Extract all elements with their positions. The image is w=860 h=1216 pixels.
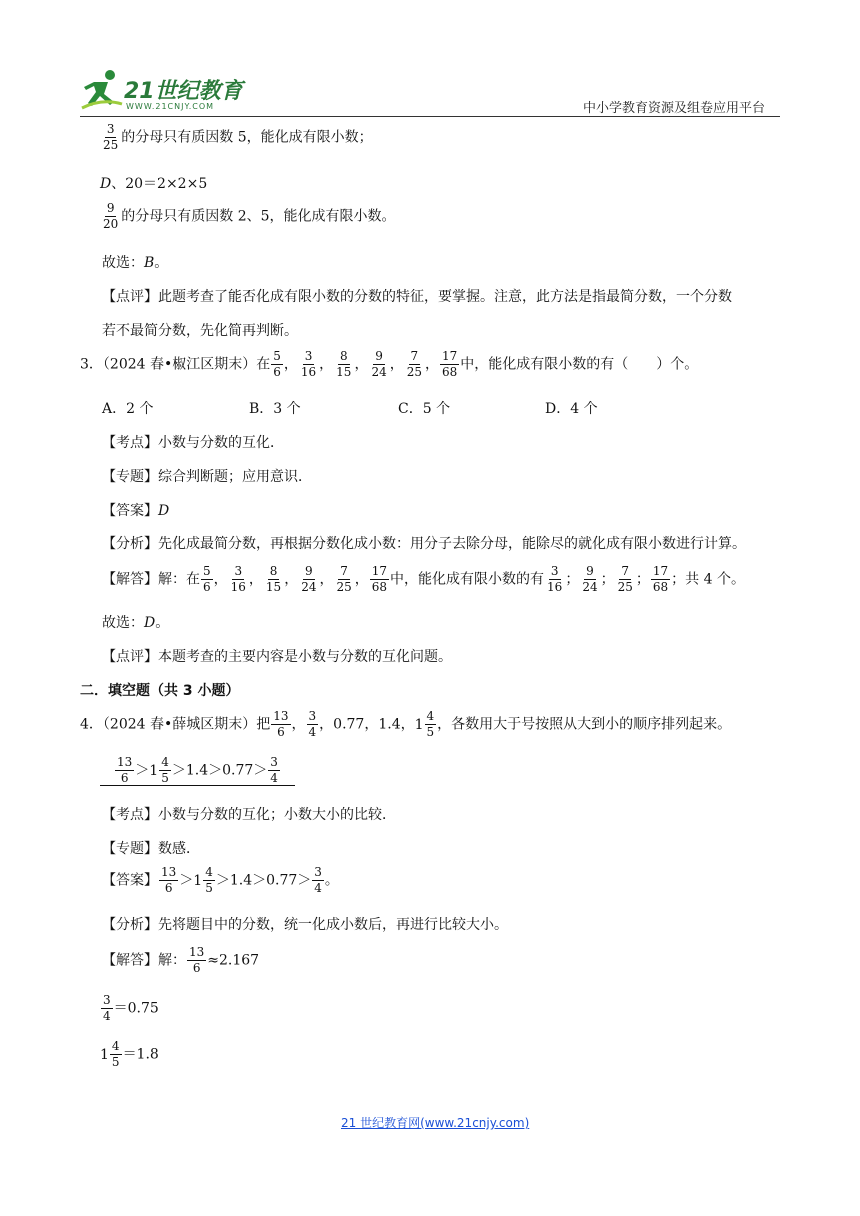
mixed-number: 1 $\frac{4}{5}$ <box>193 865 213 895</box>
q4-eq-1: $\frac{3}{4}$ ＝0.75 <box>103 993 159 1023</box>
q3-option-c: C．5 个 <box>398 401 451 417</box>
logo <box>80 66 260 116</box>
prev-line-1: $\frac{3}{25}$ 的分母只有质因数 5，能化成有限小数； <box>103 122 373 152</box>
q3-kaodian: 【考点】小数与分数的互化． <box>102 435 284 451</box>
fraction: $\frac{9}{20}$ <box>103 201 119 231</box>
fraction: $\frac{13}{6}$ <box>273 709 289 739</box>
q3-option-a: A．2 个 <box>102 401 154 417</box>
fraction: $\frac{7}{25}$ <box>406 349 423 379</box>
q4-answer: 【答案】 $\frac{13}{6}$ ＞ 1 $\frac{4}{5}$ ＞1.4＞0.77＞ $\frac{3}{4}$ 。 <box>102 865 339 895</box>
q3-jieda: 【解答】解：在 $\frac{5}{6}$ ， $\frac{3}{16}$ ， $\frac{8}{15}$ ， $\frac{9}{24}$ ， $\frac{7}{25}$ ， $\frac{17}{68}$ 中，能化成有限小数的有 $\frac{3}{16}$ ； $\frac{9}{24}$ ； $\frac{7}{25}$ ； $\frac{17}{68}$ ；共 4 个。 <box>102 564 745 594</box>
mixed-number: 1 $\frac{4}{5}$ <box>149 755 169 785</box>
prev-review-1: 【点评】此题考查了能否化成有限小数的分数的特征，要掌握。注意，此方法是指最简分数，一个分数 <box>102 289 732 305</box>
fraction: $\frac{13}{6}$ <box>161 865 177 895</box>
prev-choice: 故选：B。 <box>102 255 169 271</box>
q3-answer: 【答案】D <box>102 503 170 519</box>
fraction: $\frac{13}{6}$ <box>117 755 133 785</box>
prev-review-2: 若不最简分数，先化简再判断。 <box>102 323 298 339</box>
fraction: $\frac{5}{6}$ <box>273 349 281 379</box>
fraction: $\frac{5}{6}$ <box>203 564 211 594</box>
fraction: $\frac{8}{15}$ <box>336 349 352 379</box>
header-title: 中小学教育资源及组卷应用平台 <box>583 101 766 116</box>
fraction: $\frac{9}{24}$ <box>301 564 317 594</box>
section-title: 二．填空题（共 3 小题） <box>80 683 240 699</box>
fraction: $\frac{13}{6}$ <box>189 945 205 975</box>
fraction: $\frac{3}{16}$ <box>300 349 317 379</box>
q4-blank-answer: $\frac{13}{6}$ ＞ 1 $\frac{4}{5}$ ＞1.4＞0.77＞ $\frac{3}{4}$ <box>100 756 295 786</box>
fraction: $\frac{3}{4}$ <box>270 755 278 785</box>
logo-text: 21世纪教育 <box>124 79 243 104</box>
fraction: $\frac{17}{68}$ <box>371 564 388 594</box>
q3-zhuanti: 【专题】综合判断题；应用意识． <box>102 469 312 485</box>
q4-zhuanti: 【专题】数感． <box>102 841 200 857</box>
q3-review: 【点评】本题考查的主要内容是小数与分数的互化问题。 <box>102 649 452 665</box>
q3-option-b: B．3 个 <box>249 401 301 417</box>
fraction: $\frac{9}{24}$ <box>371 349 387 379</box>
fraction: $\frac{3}{25}$ <box>103 122 119 152</box>
fraction: $\frac{9}{24}$ <box>582 564 598 594</box>
q4-eq-2: 1 $\frac{4}{5}$ ＝1.8 <box>100 1039 159 1069</box>
q3-stem: 3．（2024 春•椒江区期末）在 $\frac{5}{6}$ ， $\frac{3}{16}$ ， $\frac{8}{15}$ ， $\frac{9}{24}$ ， $\frac{7}{25}$ ， $\frac{17}{68}$ 中，能化成有限小数的有（ ）个。 <box>80 349 699 379</box>
footer-link[interactable]: 21 世纪教育网(www.21cnjy.com) <box>341 1116 530 1130</box>
prev-line-d: D、20＝2×2×5 <box>100 176 208 192</box>
fraction: $\frac{3}{16}$ <box>547 564 563 594</box>
q3-option-d: D．4 个 <box>545 401 598 417</box>
fraction: $\frac{7}{25}$ <box>617 564 633 594</box>
mixed-number: 1 $\frac{4}{5}$ <box>414 709 435 739</box>
prev-line-2: $\frac{9}{20}$ 的分母只有质因数 2、5，能化成有限小数。 <box>103 201 396 231</box>
fraction: $\frac{17}{68}$ <box>652 564 669 594</box>
fraction: $\frac{3}{4}$ <box>103 993 111 1023</box>
q4-kaodian: 【考点】小数与分数的互化；小数大小的比较． <box>102 807 396 823</box>
q4-stem: 4．（2024 春•薛城区期末）把 $\frac{13}{6}$ ， $\frac{3}{4}$ ，0.77，1.4， 1 $\frac{4}{5}$ ，各数用大于号按照从大到小的顺序排列起来。 <box>80 709 732 739</box>
q3-fenxi: 【分析】先化成最简分数，再根据分数化成小数：用分子去除分母，能除尽的就化成有限小数进行计算。 <box>102 536 746 552</box>
fraction: $\frac{8}{15}$ <box>265 564 282 594</box>
fraction: $\frac{3}{16}$ <box>230 564 246 594</box>
fraction: $\frac{3}{4}$ <box>314 865 322 895</box>
mixed-number: 1 $\frac{4}{5}$ <box>100 1039 120 1069</box>
runner-icon <box>80 68 124 110</box>
q3-choice: 故选：D。 <box>102 615 170 631</box>
header-divider <box>80 116 780 117</box>
fraction: $\frac{7}{25}$ <box>336 564 352 594</box>
logo-url: WWW.21CNJY.COM <box>126 102 215 111</box>
q4-fenxi: 【分析】先将题目中的分数，统一化成小数后，再进行比较大小。 <box>102 917 508 933</box>
fraction: $\frac{3}{4}$ <box>308 709 317 739</box>
fraction: $\frac{17}{68}$ <box>442 349 458 379</box>
q4-jieda: 【解答】解： $\frac{13}{6}$ ≈2.167 <box>102 945 260 975</box>
